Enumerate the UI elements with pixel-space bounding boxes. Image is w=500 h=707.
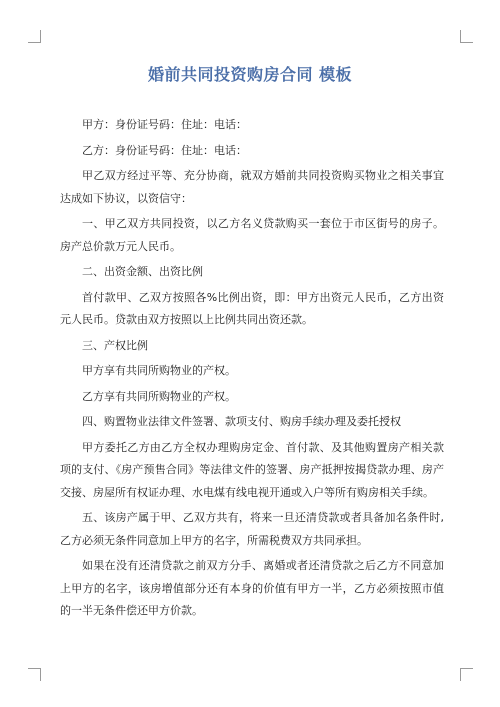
document-body bbox=[60, 114, 444, 626]
clause-4-body: 甲方委托乙方由乙方全权办理购房定金、首付款、及其他购置房产相关款项的支付、《房产预售合同》等法律文件的签署、房产抵押按揭贷款办理、房产交接、房屋所有权证办理、水电煤有线电视开通或入户等所有购房相关手续。 bbox=[60, 440, 444, 499]
clause-1: 一、甲乙双方共同投资，以乙方名义贷款购买一套位于市区街号的房子。房产总价款万元人民币。 bbox=[60, 217, 444, 253]
clause-3-heading: 三、产权比例 bbox=[82, 338, 148, 352]
clause-5: 五、该房产属于甲、乙双方共有，将来一旦还清贷款或者具备加名条件时,乙方必须无条件同意加上甲方的名字，所需税费双方共同承担。 bbox=[60, 511, 444, 547]
party-a-line: 甲方：身份证号码：住址：电话： bbox=[82, 118, 247, 131]
clause-2-body: 首付款甲、乙双方按照各%比例出资，即：甲方出资元人民币，乙方出资元人民币。贷款由双方按照以上比例共同出资还款。 bbox=[60, 290, 444, 326]
clause-5-continued: 如果在没有还清贷款之前双方分手、离婚或者还清贷款之后乙方不同意加上甲方的名字，该房增值部分还有本身的价值有甲方一半，乙方必须按照市值的一半无条件偿还甲方价款。 bbox=[60, 559, 444, 617]
clause-3-party-b: 乙方享有共同所购物业的产权。 bbox=[82, 389, 236, 403]
crop-mark-top-right bbox=[460, 30, 473, 43]
clause-3-party-a: 甲方享有共同所购物业的产权。 bbox=[82, 364, 236, 377]
crop-mark-top-left bbox=[28, 30, 41, 43]
crop-mark-bottom-right bbox=[460, 668, 473, 681]
preamble: 甲乙双方经过平等、充分协商，就双方婚前共同投资购买物业之相关事宜达成如下协议，以资信守： bbox=[60, 169, 444, 205]
clause-2-heading: 二、出资金额、出资比例 bbox=[82, 265, 203, 278]
document-title: 婚前共同投资购房合同 模板 bbox=[147, 65, 353, 84]
clause-4-heading: 四、购置物业法律文件签署、款项支付、购房手续办理及委托授权 bbox=[82, 415, 401, 428]
party-b-line: 乙方：身份证号码：住址：电话： bbox=[82, 143, 247, 157]
crop-mark-bottom-left bbox=[28, 668, 41, 681]
